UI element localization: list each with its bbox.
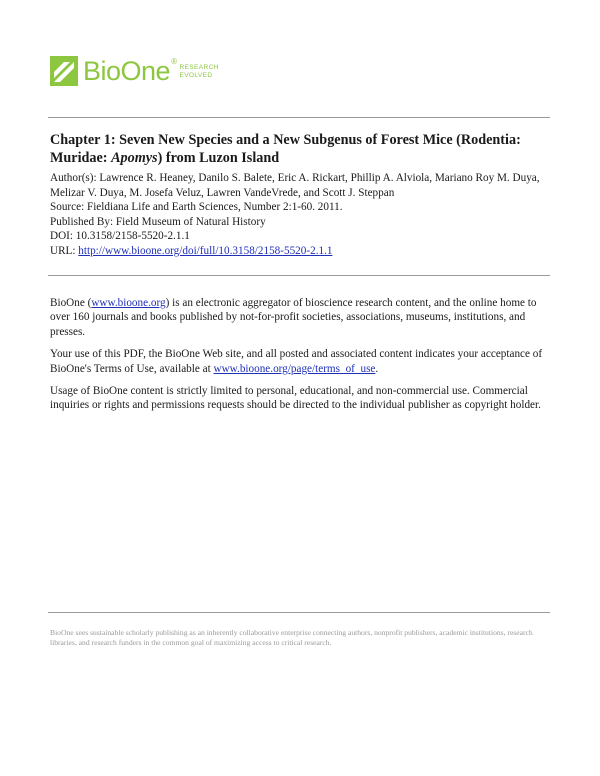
article-source: Source: Fieldiana Life and Earth Sciences, Number 2:1-60. 2011. <box>50 201 343 214</box>
bioone-logo-mark-icon <box>50 56 78 86</box>
bioone-logo <box>50 54 219 88</box>
bioone-logo-wordmark: BioOne® <box>83 55 177 86</box>
terms-body <box>50 296 555 421</box>
terms-paragraph-1: BioOne (www.bioone.org) is an electronic aggregator of bioscience research content, and the online home to over 160 journals and books published by not-for-profit societies, associations, museums, institutions, and presses. <box>50 297 537 338</box>
terms-paragraph-3: Usage of BioOne content is strictly limited to personal, educational, and non-commercial use. Commercial inquiries or rights and permissions requests should be directed to the individual publisher as copyright holder. <box>50 385 541 412</box>
divider-middle <box>48 275 550 276</box>
terms-paragraph-2: Your use of this PDF, the BioOne Web site, and all posted and associated content indicates your acceptance of BioOne's Terms of Use, available at www.bioone.org/page/terms_of_use. <box>50 348 543 375</box>
bioone-home-link[interactable]: www.bioone.org <box>91 297 166 309</box>
bioone-logo-tagline: RESEARCH EVOLVED <box>179 64 219 79</box>
article-url-line: URL: http://www.bioone.org/doi/full/10.3158/2158-5520-2.1.1 <box>50 244 333 257</box>
footer-mission-text: BioOne sees sustainable scholarly publishing as an inherently collaborative enterprise connecting authors, nonprofit publishers, academic institutions, research libraries, and research funders in the common goal of maximizing access to critical research. <box>50 628 533 647</box>
divider-top <box>48 117 550 118</box>
article-title: Chapter 1: Seven New Species and a New Subgenus of Forest Mice (Rodentia: Muridae: Apomys) from Luzon Island <box>50 132 521 166</box>
terms-of-use-link[interactable]: www.bioone.org/page/terms_of_use <box>213 362 376 375</box>
article-authors: Author(s): Lawrence R. Heaney, Danilo S. Balete, Eric A. Rickart, Phillip A. Alviola, Mariano Roy M. Duya, Melizar V. Duya, M. Josefa Veluz, Lawren VandeVrede, and Scott J. Steppan <box>50 172 540 199</box>
divider-bottom <box>48 612 550 613</box>
article-publisher: Published By: Field Museum of Natural History <box>50 215 266 228</box>
article-doi: DOI: 10.3158/2158-5520-2.1.1 <box>50 230 190 243</box>
article-header <box>50 131 550 259</box>
article-url-link[interactable]: http://www.bioone.org/doi/full/10.3158/2158-5520-2.1.1 <box>78 244 333 257</box>
